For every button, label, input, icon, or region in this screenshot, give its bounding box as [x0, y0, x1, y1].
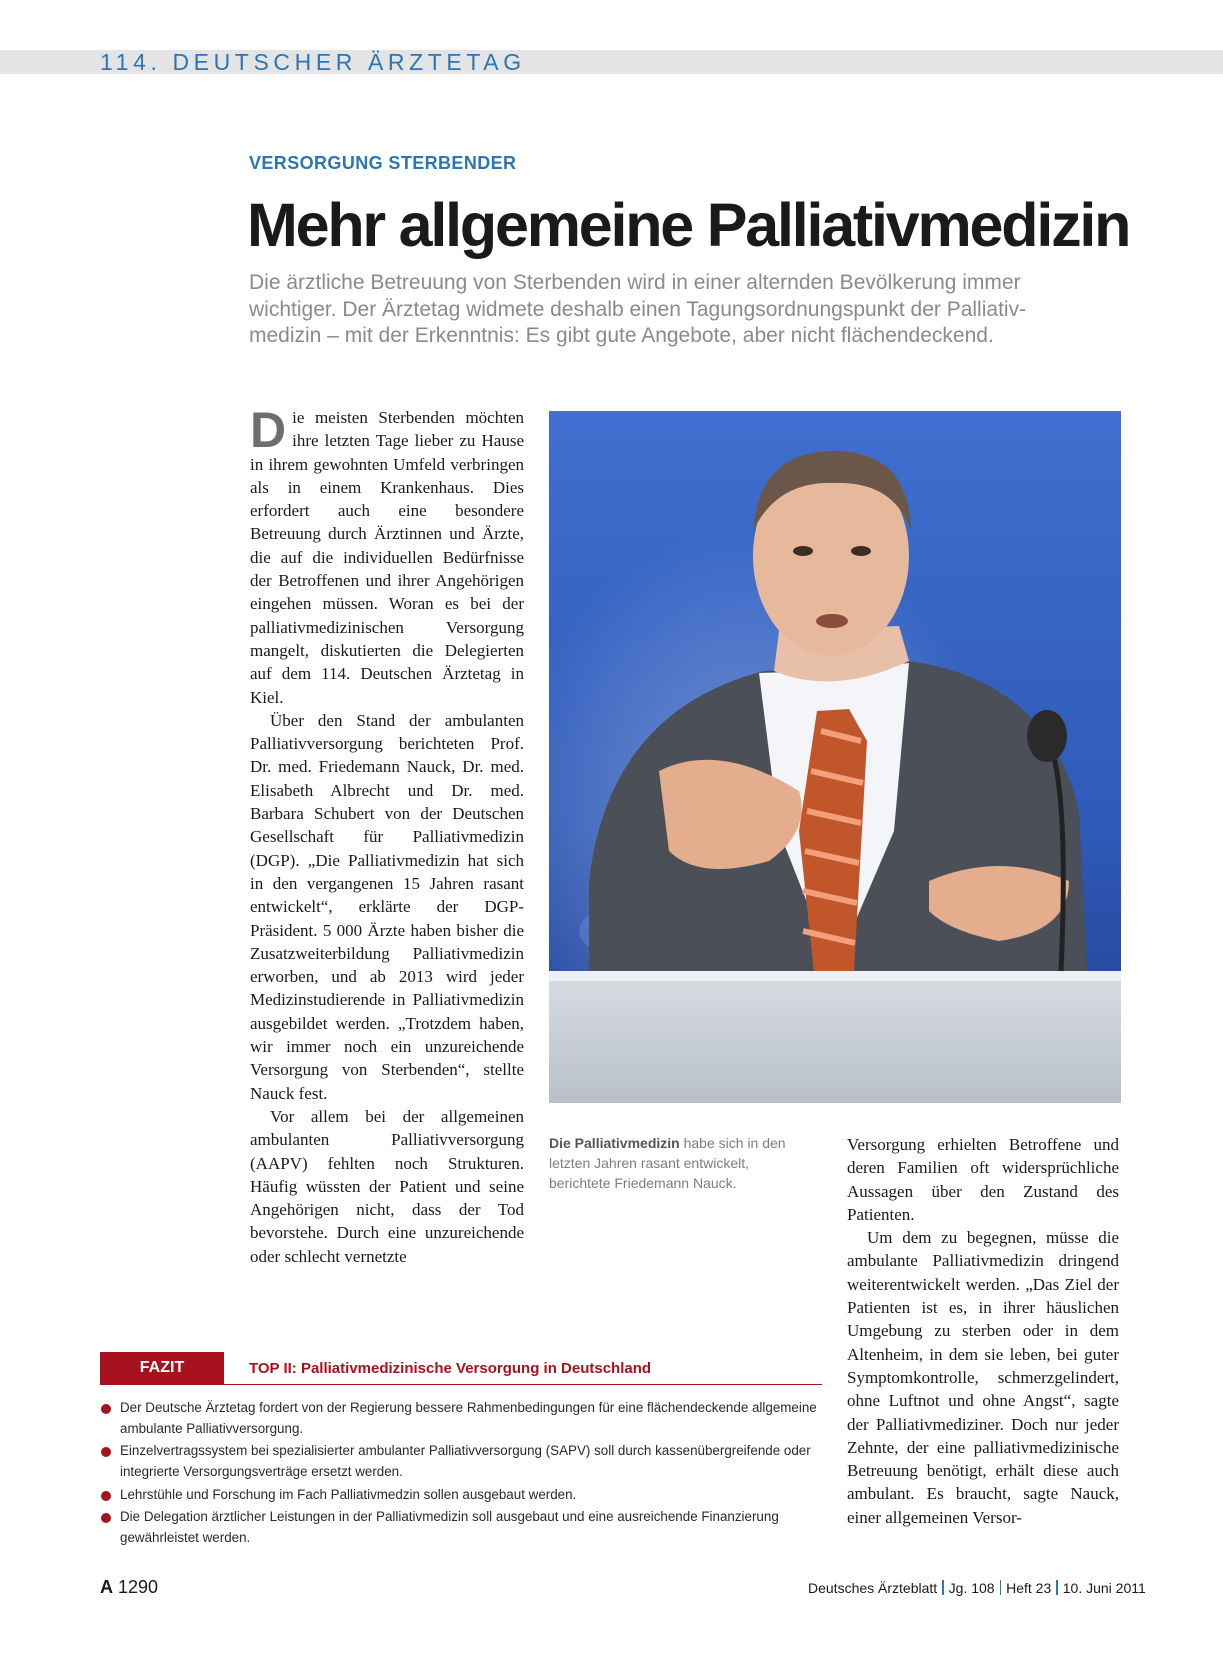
article-kicker: VERSORGUNG STERBENDER: [249, 153, 517, 173]
fazit-item: Der Deutsche Ärztetag fordert von der Regierung bessere Rahmenbedingungen für eine flächendeckende allgemeine ambulante Palliativversorgung.: [100, 1398, 816, 1439]
caption-text: habe sich in den letzten Jahren rasant entwickelt, berichtete Friedemann Nauck.: [549, 1135, 786, 1191]
body-paragraph: Um dem zu begegnen, müsse die ambulante Palliativmedizin dringend weiterentwickelt werden. „Das Ziel der Patienten ist es, in ihrer häuslichen Umgebung zu sterben oder in dem Altenheim, in dem sie leben, bei guter Symptomkontrolle, schmerzgelindert, ohne Luftnot und ohne Angst“, sagte der Palliativmediziner. Doch nur jeder Zehnte, der eine palliativmedizinische Betreuung benötigt, erhält diese auch ambulant. Es braucht, sagte Nauck, einer allgemeinen Versor-: [847, 1228, 1119, 1527]
journal-date: 10. Juni 2011: [1062, 1580, 1146, 1596]
fazit-list: [100, 1398, 816, 1551]
journal-volume: Jg. 108: [948, 1580, 995, 1596]
fazit-title: TOP II: Palliativmedizinische Versorgung in Deutschland: [249, 1360, 652, 1377]
separator: [942, 1580, 944, 1595]
bullet-icon: [101, 1491, 111, 1501]
fazit-box-header: [100, 1352, 822, 1385]
speaker-illustration: [549, 411, 1121, 1103]
journal-issue: Heft 23: [1006, 1580, 1052, 1596]
bullet-icon: [101, 1404, 111, 1414]
separator: [1056, 1580, 1058, 1595]
bullet-icon: [101, 1513, 111, 1523]
section-title: 114. DEUTSCHER ÄRZTETAG: [100, 49, 526, 75]
lead-line: wichtiger. Der Ärztetag widmete deshalb einen Tagungsordnungspunkt der Palliativ-: [249, 297, 1027, 321]
article-headline: Mehr allgemeine Palliativmedizin: [247, 191, 1130, 259]
journal-info: [808, 1578, 1146, 1598]
drop-cap: D: [250, 402, 287, 458]
page-number: A 1290: [100, 1577, 159, 1597]
caption-lead: Die Palliativmedizin: [549, 1135, 680, 1151]
article-lead: [249, 270, 1129, 350]
body-column-right: [847, 1133, 1119, 1529]
photo-caption: [549, 1133, 794, 1193]
fazit-label: FAZIT: [100, 1352, 224, 1384]
bullet-icon: [101, 1447, 111, 1457]
fazit-item: Lehrstühle und Forschung im Fach Palliativmedzin sollen ausgebaut werden.: [100, 1485, 816, 1506]
lead-line: Die ärztliche Betreuung von Sterbenden wird in einer alternden Bevölkerung immer: [249, 271, 1021, 294]
journal-name: Deutsches Ärzteblatt: [808, 1580, 938, 1596]
body-paragraph: Über den Stand der ambulanten Palliativversorgung berichteten Prof. Dr. med. Friedemann Nauck, Dr. med. Elisabeth Albrecht und Dr. med. Barbara Schubert von der Deutschen Gesellschaft für Palliativmedizin (DGP). „Die Palliativmedizin hat sich in den vergangenen 15 Jahren rasant entwickelt“, erklärte der DGP-Präsident. 5 000 Ärzte haben bisher die Zusatzweiterbildung Palliativmedizin erworben, und ab 2013 wird jeder Medizinstudierende in Palliativmedizin ausgebildet werden. „Trotzdem haben, wir immer noch ein unzureichende Versorgung von Sterbenden“, stellte Nauck fest.: [250, 710, 524, 1103]
speaker-photo: [549, 411, 1121, 1103]
separator: [1000, 1580, 1002, 1595]
body-paragraph: [250, 402, 524, 709]
paragraph-text: ie meisten Sterbenden möchten ihre letzten Tage lieber zu Hause in ihrem gewohnten Umfeld verbringen als in einem Krankenhaus. Dies erfordert auch eine besondere Betreuung durch Ärztinnen und Ärzte, die auf die individuellen Bedürfnisse der Betroffenen und ihrer Angehörigen eingehen müssen. Woran es bei der palliativmedizinischen Versorgung mangelt, diskutierten die Delegierten auf dem 114. Deutschen Ärztetag in Kiel.: [250, 408, 524, 707]
body-paragraph: Versorgung erhielten Betroffene und deren Familien oft widersprüchliche Aussagen über den Zustand des Patienten.: [847, 1135, 1119, 1224]
body-column-left: [250, 402, 524, 1268]
lead-line: medizin – mit der Erkenntnis: Es gibt gute Angebote, aber nicht flächendeckend.: [249, 324, 994, 347]
fazit-item: Einzelvertragssystem bei spezialisierter ambulanter Palliativversorgung (SAPV) soll durch kassenübergreifende oder integrierte Versorgungsverträge ersetzt werden.: [100, 1441, 816, 1482]
body-paragraph: Vor allem bei der allgemeinen ambulanten Palliativversorgung (AAPV) fehlten noch Strukturen. Häufig wüssten der Patient und seine Angehörigen nicht, dass der Tod bevorstehe. Durch eine unzureichende oder schlecht vernetzte: [250, 1106, 524, 1266]
fazit-item: Die Delegation ärztlicher Leistungen in der Palliativmedizin soll ausgebaut und eine ausreichende Finanzierung gewährleistet werden.: [100, 1507, 816, 1548]
